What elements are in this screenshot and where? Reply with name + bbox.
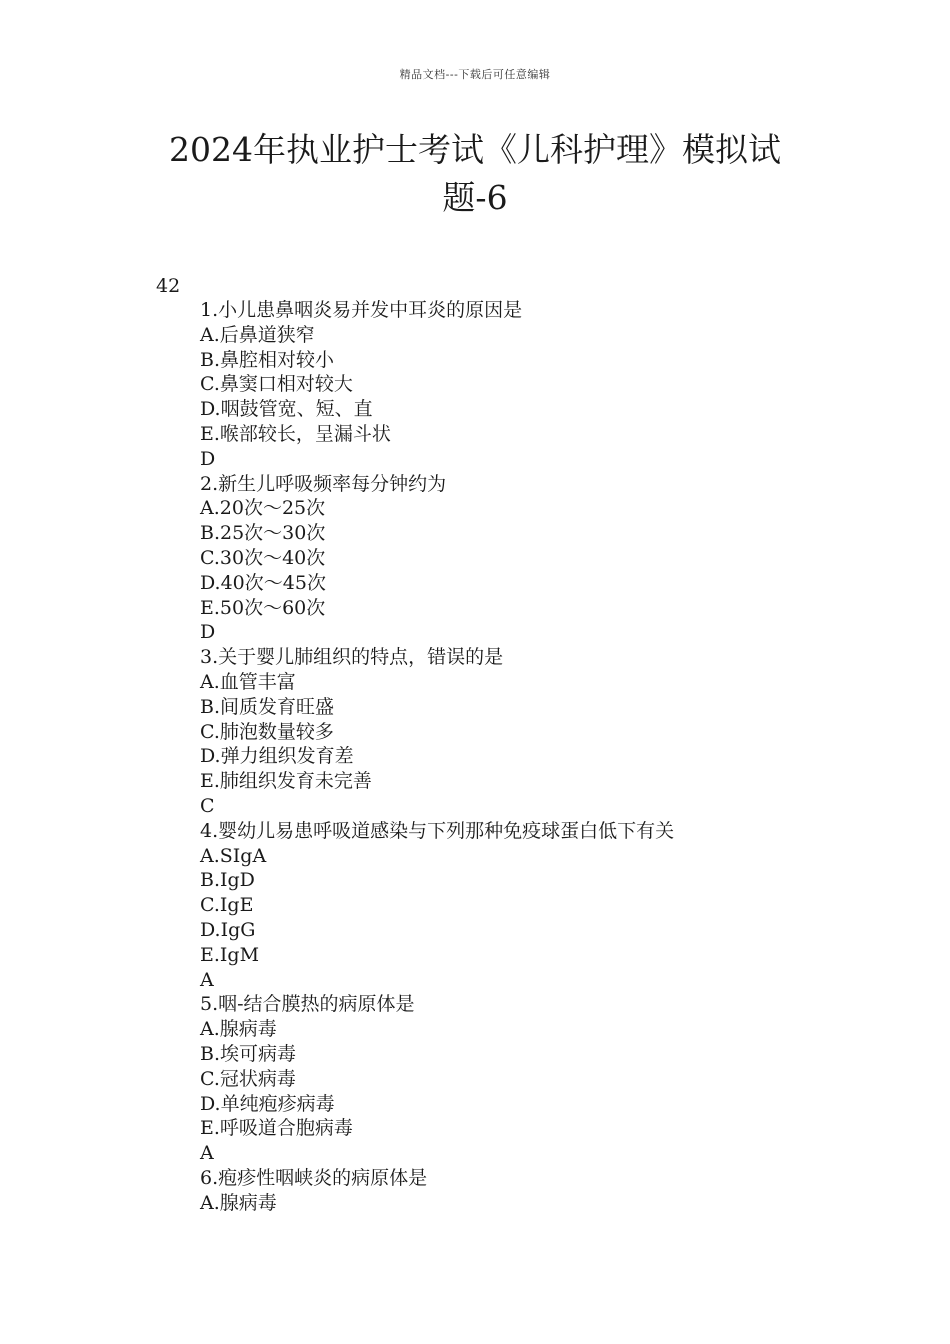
answer: C [200,794,215,817]
option-d: D.IgG [200,918,256,941]
option-e: E.喉部较长，呈漏斗状 [200,422,391,445]
option-e: E.50次～60次 [200,596,326,619]
option-a: A.SIgA [200,844,267,867]
option-a: A.血管丰富 [200,670,296,693]
option-c: C.30次～40次 [200,546,326,569]
header-note: 精品文档---下载后可任意编辑 [399,68,551,81]
question-1 [200,298,880,472]
question-4 [200,819,880,993]
option-e: E.肺组织发育未完善 [200,770,372,793]
answer: A [200,968,214,991]
title-line-2: 题-6 [442,178,508,217]
option-e: E.呼吸道合胞病毒 [200,1117,353,1140]
option-b: B.间质发育旺盛 [200,695,335,718]
option-b: B.25次～30次 [200,522,326,545]
answer: D [200,621,216,644]
question-stem: 3.关于婴儿肺组织的特点，错误的是 [200,646,504,669]
option-e: E.IgM [200,943,260,966]
question-6 [200,1166,880,1216]
question-5 [200,992,880,1166]
option-d: D.弹力组织发育差 [200,745,354,768]
question-stem: 1.小儿患鼻咽炎易并发中耳炎的原因是 [200,299,523,321]
answer: A [200,1142,214,1165]
option-c: C.肺泡数量较多 [200,720,334,743]
question-2 [200,472,880,646]
question-list [200,298,880,1215]
document-title [120,126,830,222]
option-d: D.40次～45次 [200,571,326,594]
option-c: C.IgE [200,894,254,917]
option-a: A.腺病毒 [200,1191,277,1214]
option-a: A.后鼻道狭窄 [200,323,315,346]
option-d: D.单纯疱疹病毒 [200,1092,335,1115]
option-c: C.鼻窦口相对较大 [200,373,353,396]
question-stem: 5.咽-结合膜热的病原体是 [200,993,415,1016]
option-b: B.埃可病毒 [200,1042,297,1065]
option-b: B.IgD [200,869,255,892]
question-3 [200,645,880,819]
question-stem: 2.新生儿呼吸频率每分钟约为 [200,472,447,495]
question-stem: 4.婴幼儿易患呼吸道感染与下列那种免疫球蛋白低下有关 [200,819,675,842]
option-c: C.冠状病毒 [200,1067,296,1090]
question-stem: 6.疱疹性咽峡炎的病原体是 [200,1166,428,1189]
answer: D [200,447,216,470]
option-a: A.20次～25次 [200,497,326,520]
option-b: B.鼻腔相对较小 [200,348,335,371]
option-d: D.咽鼓管宽、短、直 [200,398,373,421]
page-number: 42 [156,275,181,297]
title-line-1: 2024年执业护士考试《儿科护理》模拟试 [169,130,781,169]
option-a: A.腺病毒 [200,1018,277,1041]
